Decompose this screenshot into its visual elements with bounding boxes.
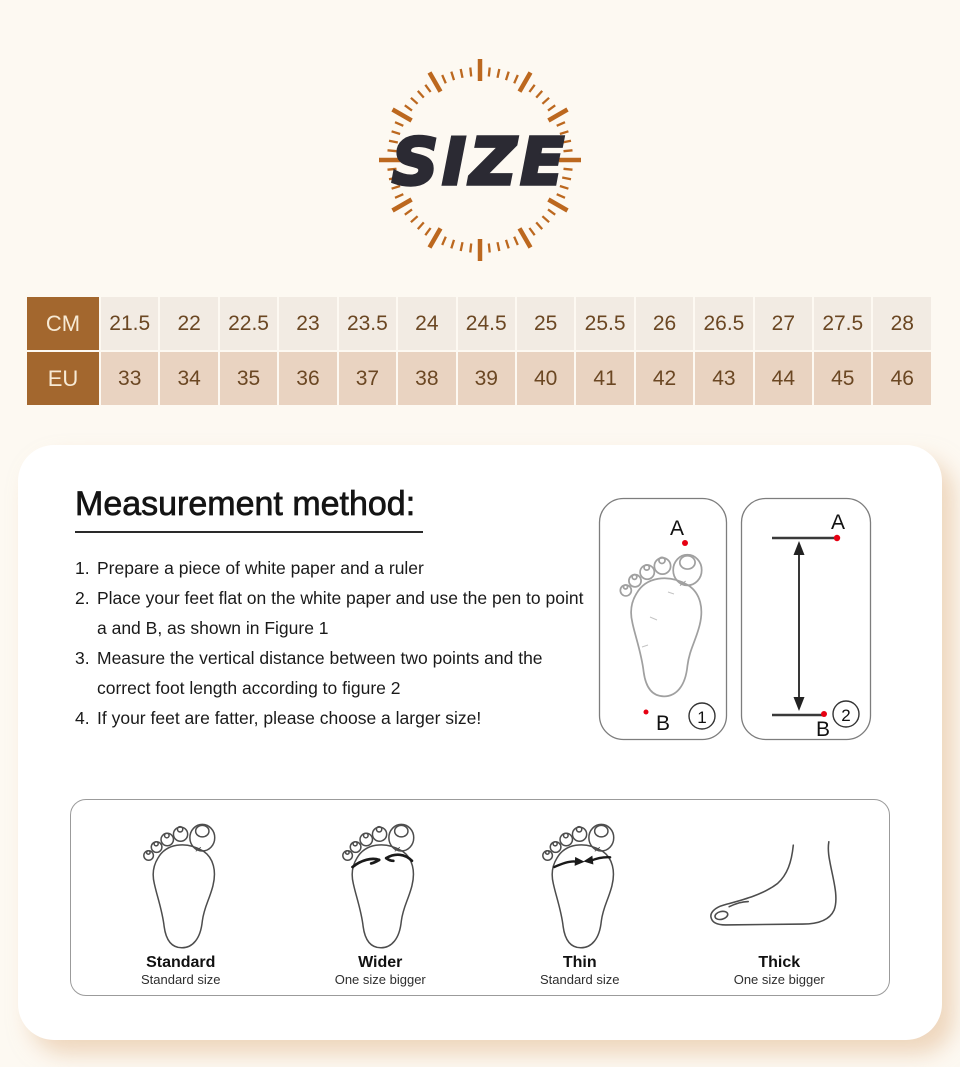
size-cell: 36 — [279, 352, 336, 405]
figure-2 — [740, 497, 872, 746]
step-text: Measure the vertical distance between two points and the correct foot length according to figure 2 — [97, 648, 543, 698]
foot-type-name: Standard — [146, 954, 216, 971]
size-cell: 25 — [517, 297, 574, 350]
size-cell: 37 — [339, 352, 396, 405]
step-text: If your feet are fatter, please choose a larger size! — [97, 708, 482, 728]
size-logo-graphic — [360, 38, 600, 278]
size-table-row — [27, 297, 931, 350]
size-cell: 23 — [279, 297, 336, 350]
foot-type-thick — [683, 806, 875, 987]
foot-type-desc: Standard size — [539, 972, 620, 987]
measurement-step — [75, 583, 591, 643]
measurement-step — [75, 643, 591, 703]
size-cell: 35 — [220, 352, 277, 405]
size-cell: 39 — [458, 352, 515, 405]
size-logo — [360, 38, 600, 278]
size-row-header: EU — [27, 352, 99, 405]
figure-1-label-b: B — [656, 712, 671, 735]
step-number: 4. — [75, 708, 90, 728]
measurement-step — [75, 553, 591, 583]
size-cell: 27.5 — [814, 297, 871, 350]
size-table-body — [27, 297, 931, 405]
size-cell: 22 — [160, 297, 217, 350]
size-cell: 21.5 — [101, 297, 158, 350]
step-text: Place your feet flat on the white paper and use the pen to point a and B, as shown in Figure 1 — [97, 588, 584, 638]
measurement-steps — [75, 553, 591, 733]
size-cell: 43 — [695, 352, 752, 405]
figure-2-diagram — [740, 497, 872, 741]
step-number: 1. — [75, 558, 90, 578]
size-cell: 42 — [636, 352, 693, 405]
foot-type-name: Thin — [562, 954, 597, 971]
size-cell: 40 — [517, 352, 574, 405]
size-row-header: CM — [27, 297, 99, 350]
size-logo-text: SIZE — [391, 126, 569, 200]
foot-type-desc: Standard size — [140, 972, 221, 987]
size-cell: 28 — [873, 297, 931, 350]
foot-types-card — [70, 799, 890, 996]
figure-2-number: 2 — [841, 706, 851, 725]
thick-foot-icon — [703, 806, 855, 954]
foot-type-desc: One size bigger — [334, 972, 426, 987]
size-cell: 33 — [101, 352, 158, 405]
size-cell: 45 — [814, 352, 871, 405]
size-table — [25, 295, 933, 407]
size-cell: 26 — [636, 297, 693, 350]
foot-type-desc: One size bigger — [733, 972, 825, 987]
size-cell: 24.5 — [458, 297, 515, 350]
foot-type-thin — [484, 806, 676, 987]
size-cell: 25.5 — [576, 297, 633, 350]
foot-type-name: Thick — [758, 954, 801, 971]
point-a-dot — [834, 535, 840, 541]
size-cell: 23.5 — [339, 297, 396, 350]
figure-1-diagram — [598, 497, 728, 741]
size-table-row — [27, 352, 931, 405]
figure-1-number: 1 — [697, 708, 707, 727]
foot-type-name: Wider — [358, 954, 403, 971]
measurement-step — [75, 703, 591, 733]
thin-foot-icon — [530, 806, 630, 954]
figure-1 — [598, 497, 728, 746]
size-cell: 46 — [873, 352, 931, 405]
foot-type-standard — [85, 806, 277, 987]
size-cell: 26.5 — [695, 297, 752, 350]
point-b-dot — [821, 711, 827, 717]
size-cell: 27 — [755, 297, 812, 350]
step-number: 2. — [75, 588, 90, 608]
wider-foot-icon — [330, 806, 430, 954]
size-cell: 24 — [398, 297, 455, 350]
figure-1-label-a: A — [670, 517, 685, 540]
figure-2-label-a: A — [831, 511, 846, 534]
step-number: 3. — [75, 648, 90, 668]
size-cell: 44 — [755, 352, 812, 405]
foot-type-wider — [284, 806, 476, 987]
measurement-title: Measurement method: — [75, 485, 423, 533]
figure-2-label-b: B — [816, 718, 831, 741]
step-text: Prepare a piece of white paper and a ruler — [97, 558, 424, 578]
size-cell: 38 — [398, 352, 455, 405]
size-cell: 41 — [576, 352, 633, 405]
point-a-dot — [682, 540, 688, 546]
measurement-card — [18, 445, 942, 1040]
point-b-dot — [644, 710, 649, 715]
size-cell: 22.5 — [220, 297, 277, 350]
standard-foot-icon — [131, 806, 231, 954]
size-cell: 34 — [160, 352, 217, 405]
